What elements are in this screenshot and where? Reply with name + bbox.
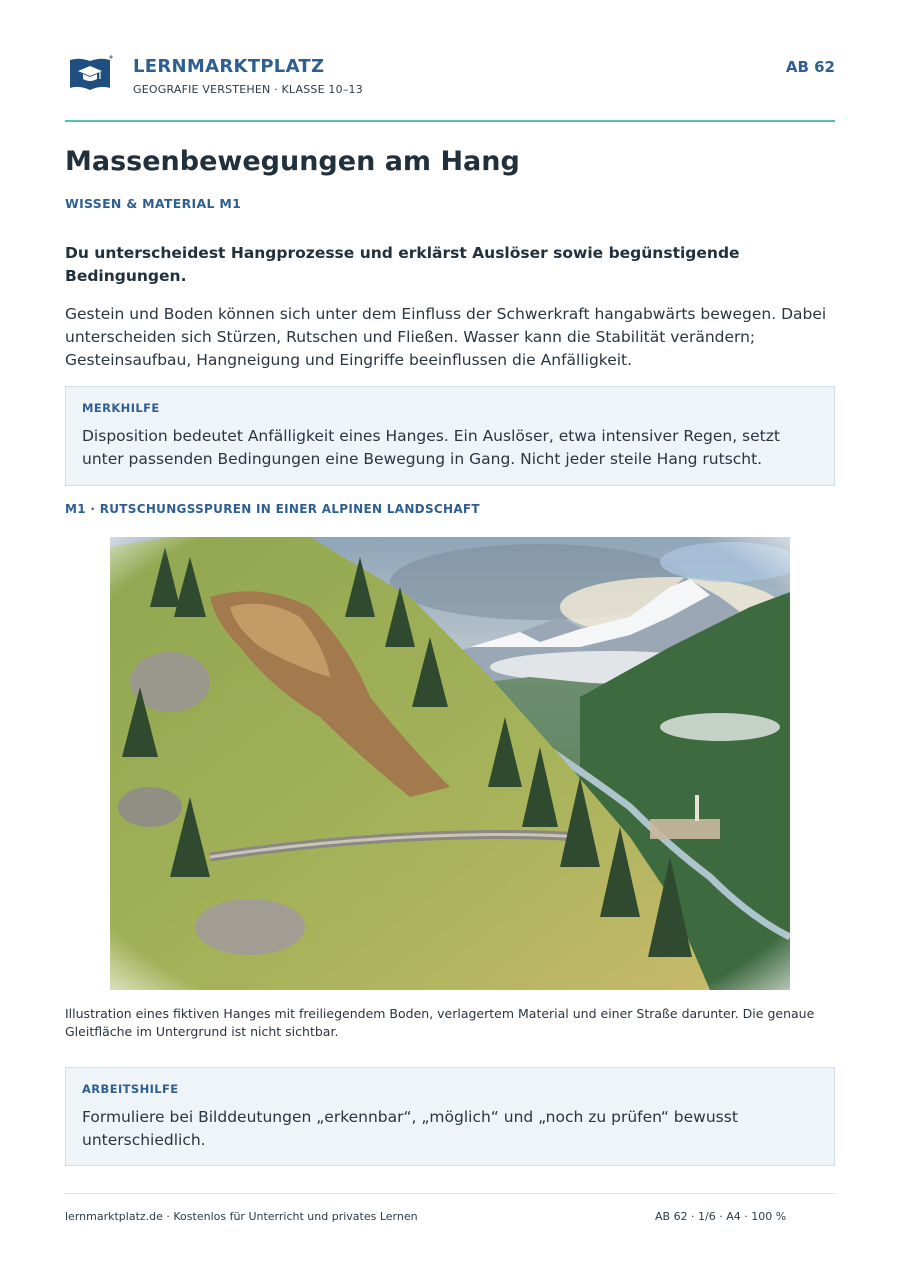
header-divider [65,120,835,122]
graduation-cap-book-icon [67,54,113,94]
arbeitshilfe-title: ARBEITSHILFE [82,1082,179,1096]
page-header [65,52,835,112]
figure-label: M1 · RUTSCHUNGSSPUREN IN EINER ALPINEN LANDSCHAFT [65,502,480,516]
footer-page-info: AB 62 · 1/6 · A4 · 100 % [655,1210,787,1223]
brand-name: LERNMARKTPLATZ [133,56,325,77]
footer-source: lernmarktplatz.de · Kostenlos für Unterricht und privates Lernen [65,1210,418,1223]
learning-goal: Du unterscheidest Hangprozesse und erklärst Auslöser sowie begünstigende Bedingungen. [65,244,740,285]
footer-divider [65,1193,835,1194]
arbeitshilfe-text: Formuliere bei Bilddeutungen „erkennbar“, „möglich“ und „noch zu prüfen“ bewusst unterschiedlich. [82,1108,738,1149]
page-title: Massenbewegungen am Hang [65,146,520,177]
brand-subtitle: GEOGRAFIE VERSTEHEN · KLASSE 10–13 [133,83,363,96]
arbeitshilfe-box [65,1067,835,1166]
merkhilfe-text: Disposition bedeutet Anfälligkeit eines Hanges. Ein Auslöser, etwa intensiver Regen, setzt unter passenden Bedingungen eine Bewegung in Gang. Nicht jeder steile Hang rutscht. [82,427,780,468]
merkhilfe-box [65,386,835,486]
figure-caption: Illustration eines fiktiven Hanges mit freiliegendem Boden, verlagertem Material und einer Straße darunter. Die genaue Gleitfläche im Untergrund ist nicht sichtbar. [65,1006,815,1039]
merkhilfe-title: MERKHILFE [82,401,160,415]
sheet-number: AB 62 [785,58,835,76]
landslide-illustration [110,537,790,990]
section-tag: WISSEN & MATERIAL M1 [65,196,242,211]
body-paragraph: Gestein und Boden können sich unter dem Einfluss der Schwerkraft hangabwärts bewegen. Dabei unterscheiden sich Stürzen, Rutschen und Fließen. Wasser kann die Stabilität verändern; Gesteinsaufbau, Hangneigung und Eingriffe beeinflussen die Anfälligkeit. [65,305,827,369]
